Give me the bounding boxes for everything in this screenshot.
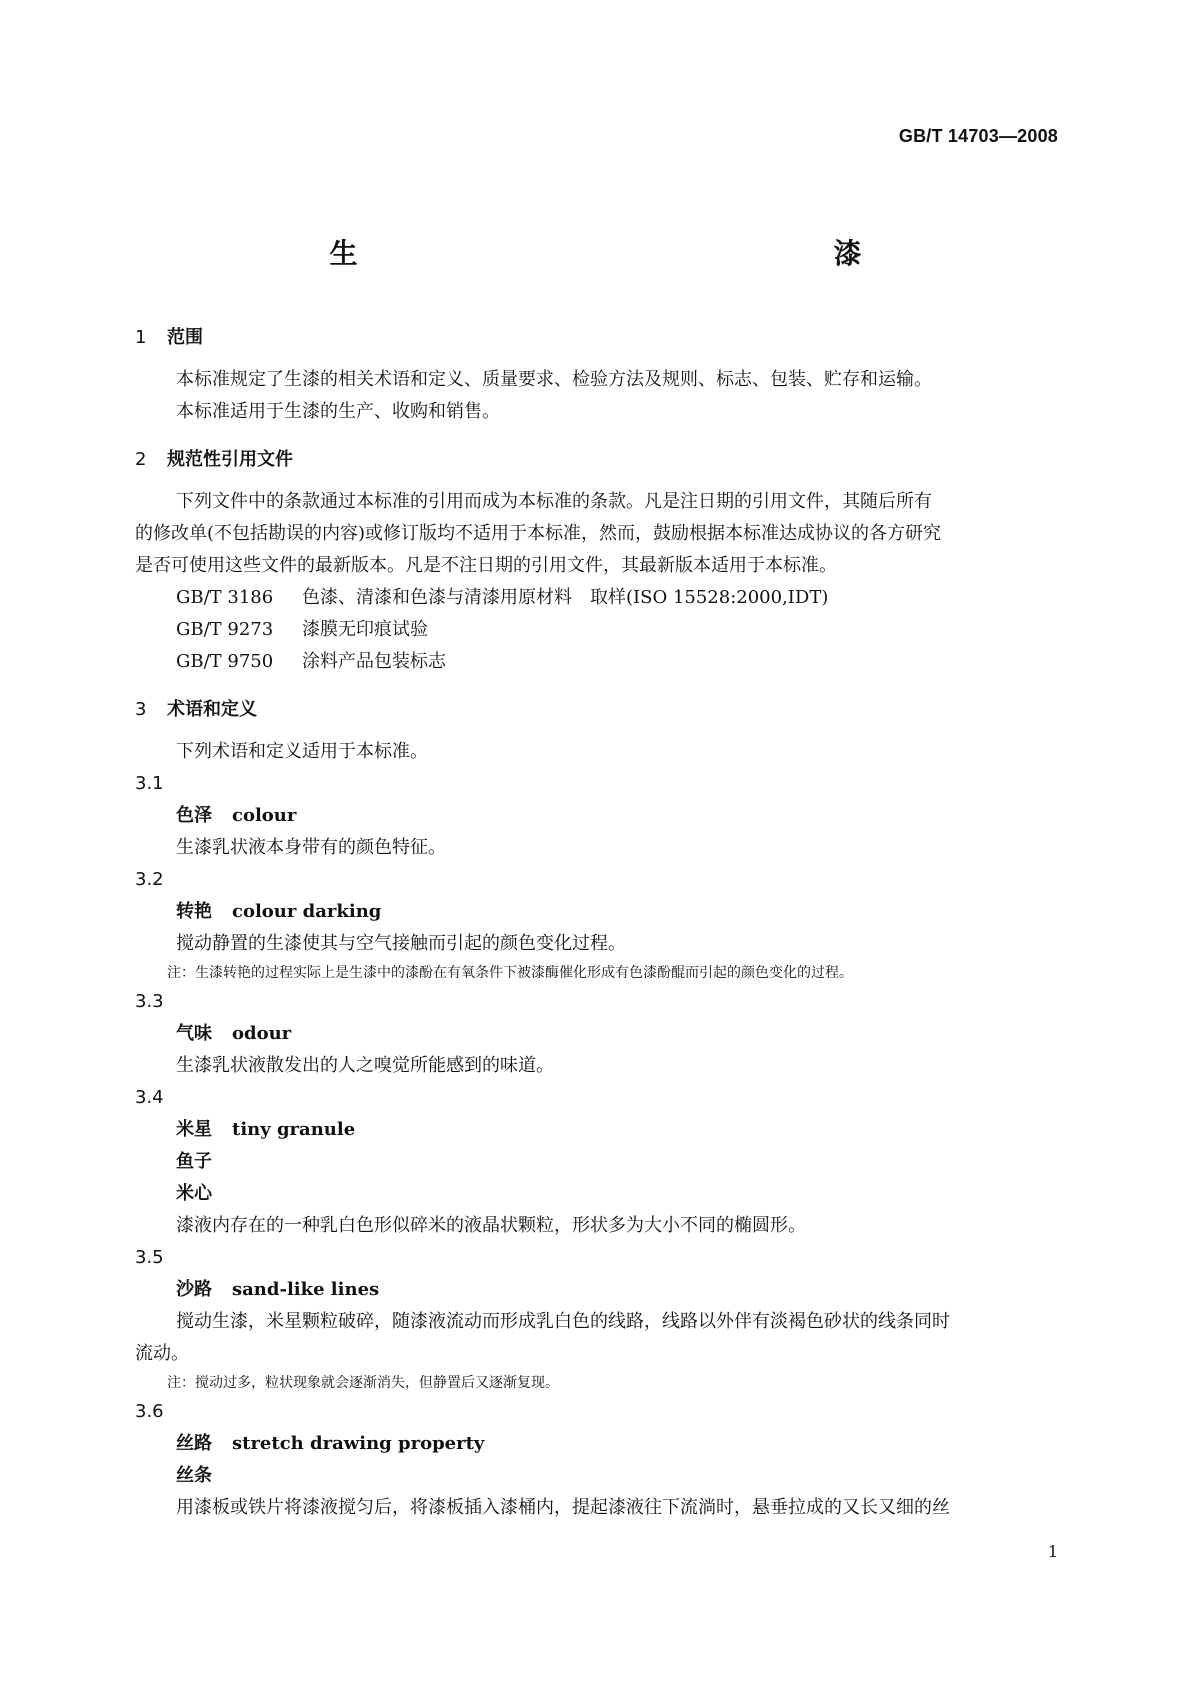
clause-number: 3.5 xyxy=(135,1247,164,1268)
term-entry xyxy=(135,800,1061,832)
term-zh: 沙路 xyxy=(176,1279,212,1300)
term-synonym: 米心 xyxy=(176,1183,212,1204)
section-title: 范围 xyxy=(167,327,203,348)
paragraph: 本标准适用于生漆的生产、收购和销售。 xyxy=(176,401,500,422)
term-definition: 用漆板或铁片将漆液搅匀后，将漆板插入漆桶内，提起漆液往下流淌时，悬垂拉成的又长又细的丝 xyxy=(176,1497,950,1518)
paragraph: 下列术语和定义适用于本标准。 xyxy=(176,741,428,762)
term-definition: 搅动生漆，米星颗粒破碎，随漆液流动而形成乳白色的线路，线路以外伴有淡褐色砂状的线条同时 xyxy=(176,1311,950,1332)
term-zh: 色泽 xyxy=(176,805,212,826)
term-entry xyxy=(135,1114,1061,1146)
reference-code: GB/T 9273 xyxy=(176,619,274,640)
term-entry xyxy=(135,896,1061,928)
paragraph: 本标准规定了生漆的相关术语和定义、质量要求、检验方法及规则、标志、包装、贮存和运输。 xyxy=(176,369,932,390)
paragraph-line: 下列文件中的条款通过本标准的引用而成为本标准的条款。凡是注日期的引用文件，其随后所有 xyxy=(176,491,932,512)
section-title: 规范性引用文件 xyxy=(167,449,293,470)
term-synonym: 丝条 xyxy=(176,1465,212,1486)
term-en: odour xyxy=(232,1023,292,1044)
document-body xyxy=(135,328,1061,1524)
clause-number: 3.4 xyxy=(135,1087,164,1108)
term-synonym: 鱼子 xyxy=(176,1151,212,1172)
section-heading-normative-references xyxy=(135,450,1061,470)
section-heading-terms-definitions xyxy=(135,700,1061,720)
term-entry xyxy=(135,1428,1061,1460)
reference-code: GB/T 3186 xyxy=(176,587,274,608)
term-definition: 生漆乳状液散发出的人之嗅觉所能感到的味道。 xyxy=(176,1055,554,1076)
clause-number: 3.1 xyxy=(135,773,164,794)
standard-number: GB/T 14703—2008 xyxy=(898,126,1058,146)
term-definition: 生漆乳状液本身带有的颜色特征。 xyxy=(176,837,446,858)
reference-item xyxy=(135,614,1061,646)
clause-number: 3.6 xyxy=(135,1401,164,1422)
term-en: tiny granule xyxy=(232,1119,356,1140)
term-definition: 漆液内存在的一种乳白色形似碎米的液晶状颗粒，形状多为大小不同的椭圆形。 xyxy=(176,1215,806,1236)
term-en: stretch drawing property xyxy=(232,1433,485,1454)
paragraph-line: 是否可使用这些文件的最新版本。凡是不注日期的引用文件，其最新版本适用于本标准。 xyxy=(135,555,837,576)
reference-item xyxy=(135,582,1061,614)
clause-number: 3.3 xyxy=(135,991,164,1012)
term-zh: 气味 xyxy=(176,1023,212,1044)
term-definition: 搅动静置的生漆使其与空气接触而引起的颜色变化过程。 xyxy=(176,933,626,954)
page-number: 1 xyxy=(1047,1542,1058,1561)
section-number: 2 xyxy=(135,449,147,470)
term-definition: 流动。 xyxy=(135,1343,189,1364)
term-note: 注：生漆转艳的过程实际上是生漆中的漆酚在有氧条件下被漆酶催化形成有色漆酚醌而引起的颜色变化的过程。 xyxy=(167,965,853,981)
section-heading-scope xyxy=(135,328,1061,348)
term-en: colour xyxy=(232,805,297,826)
reference-title: 涂料产品包装标志 xyxy=(302,651,446,672)
reference-title: 漆膜无印痕试验 xyxy=(302,619,428,640)
term-zh: 转艳 xyxy=(176,901,212,922)
reference-title: 色漆、清漆和色漆与清漆用原材料 取样(ISO 15528:2000,IDT) xyxy=(302,587,829,608)
section-title: 术语和定义 xyxy=(167,699,257,720)
paragraph-line: 的修改单(不包括勘误的内容)或修订版均不适用于本标准，然而，鼓励根据本标准达成协议的各方研究 xyxy=(135,523,942,544)
document-title: 生 漆 xyxy=(329,237,1002,270)
section-number: 1 xyxy=(135,327,147,348)
section-number: 3 xyxy=(135,699,147,720)
reference-item xyxy=(135,646,1061,678)
term-entry xyxy=(135,1274,1061,1306)
clause-number: 3.2 xyxy=(135,869,164,890)
term-zh: 丝路 xyxy=(176,1433,212,1454)
term-en: colour darking xyxy=(232,901,382,922)
term-zh: 米星 xyxy=(176,1119,212,1140)
reference-code: GB/T 9750 xyxy=(176,651,274,672)
term-en: sand-like lines xyxy=(232,1279,380,1300)
term-note: 注：搅动过多，粒状现象就会逐渐消失，但静置后又逐渐复现。 xyxy=(167,1375,559,1391)
term-entry xyxy=(135,1018,1061,1050)
